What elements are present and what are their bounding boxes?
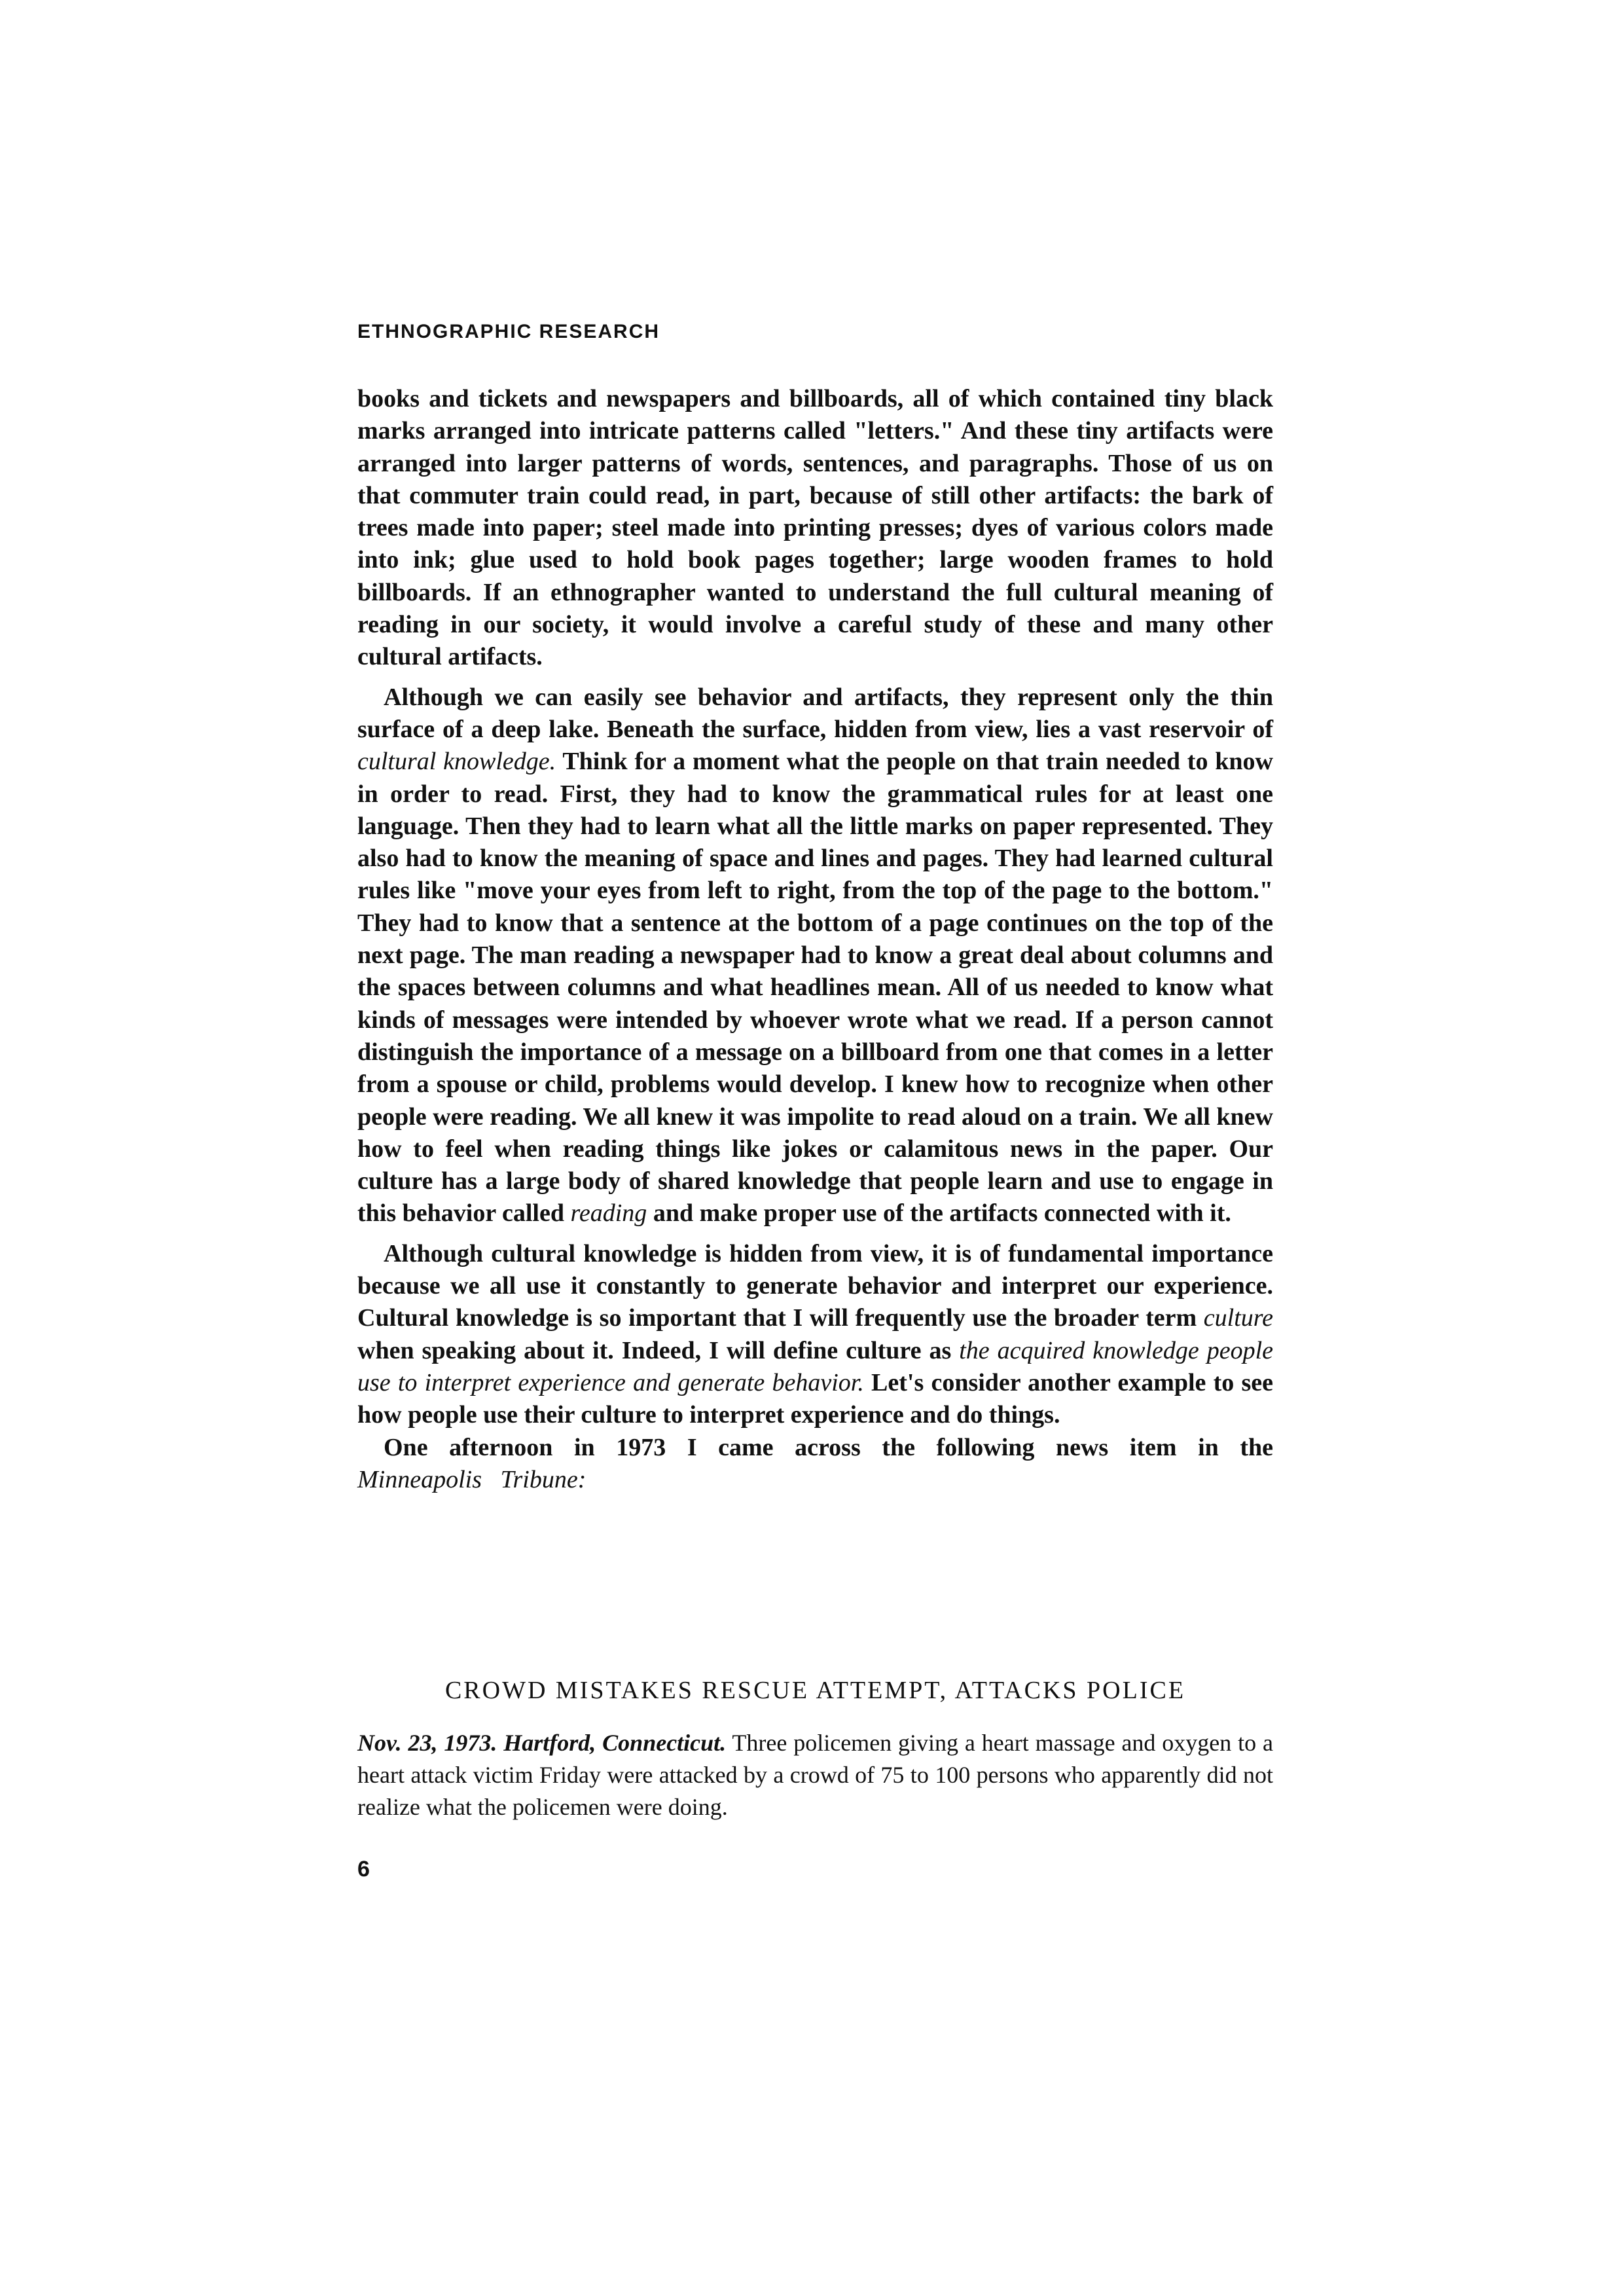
paragraph-1: books and tickets and newspapers and billboards, all of which contained tiny black marks arranged into intricate patterns called "letters." And these tiny artifacts were arranged into larger patterns of words, sentences, and paragraphs. Those of us on that commuter train could read, in part, because of still other artifacts: the bark of trees made into paper; steel made into printing presses; dyes of various colors made into ink; glue used to hold book pages together; large wooden frames to hold billboards. If an ethnographer wanted to understand the full cultural meaning of reading in our society, it would involve a careful study of these and many other cultural artifacts.	[357, 385, 1273, 671]
culture-definition: the acquired knowledge people use to interpret experience and generate behavior.	[357, 1336, 1274, 1396]
paragraph-4: One afternoon in 1973 I came across the following news item in the Minneapolis Tribune:	[357, 1433, 1273, 1493]
news-body: Three policemen giving a heart massage and oxygen to a heart attack victim Friday were attacked by a crowd of 75 to 100 persons who apparently did not realize what the policemen were doing.	[357, 1730, 1273, 1820]
term-cultural-knowledge: cultural knowledge.	[357, 748, 556, 776]
news-item	[357, 1727, 1273, 1823]
page-number: 6	[357, 1857, 370, 1882]
newspaper-name: Minneapolis Tribune:	[357, 1465, 586, 1493]
paragraph-3: Although cultural knowledge is hidden from view, it is of fundamental importance because we all use it constantly to generate behavior and interpret our experience. Cultural knowledge is so important that I will frequently use the broader term culture when speaking about it. Indeed, I will define culture as the acquired knowledge people use to interpret experience and generate behavior. Let's consider another example to see how people use their culture to interpret experience and do things.	[357, 1239, 1274, 1429]
term-culture: culture	[1203, 1304, 1273, 1332]
running-head: ETHNOGRAPHIC RESEARCH	[357, 321, 660, 342]
term-reading: reading	[570, 1199, 647, 1228]
news-dateline: Nov. 23, 1973. Hartford, Connecticut.	[357, 1730, 727, 1756]
news-headline: CROWD MISTAKES RESCUE ATTEMPT, ATTACKS POLICE	[444, 1677, 1186, 1704]
paragraph-2: Although we can easily see behavior and artifacts, they represent only the thin surface of a deep lake. Beneath the surface, hidden from view, lies a vast reservoir of cultural knowledge. Think for a moment what the people on that train needed to know in order to read. First, they had to know the grammatical rules for at least one language. Then they had to learn what all the little marks on paper represented. They also had to know the meaning of space and lines and pages. They had learned cultural rules like "move your eyes from left to right, from the top of the page to the bottom." They had to know that a sentence at the bottom of a page continues on the top of the next page. The man reading a newspaper had to know a great deal about columns and the spaces between columns and what headlines mean. All of us needed to know what kinds of messages were intended by whoever wrote what we read. If a person cannot distinguish the importance of a message on a billboard from one that comes in a letter from a spouse or child, problems would develop. I knew how to recognize when other people were reading. We all knew it was impolite to read aloud on a train. We all knew how to feel when reading things like jokes or calamitous news in the paper. Our culture has a large body of shared knowledge that people learn and use to engage in this behavior called reading and make proper use of the artifacts connected with it.	[357, 683, 1273, 1228]
body-text	[357, 383, 1273, 1496]
